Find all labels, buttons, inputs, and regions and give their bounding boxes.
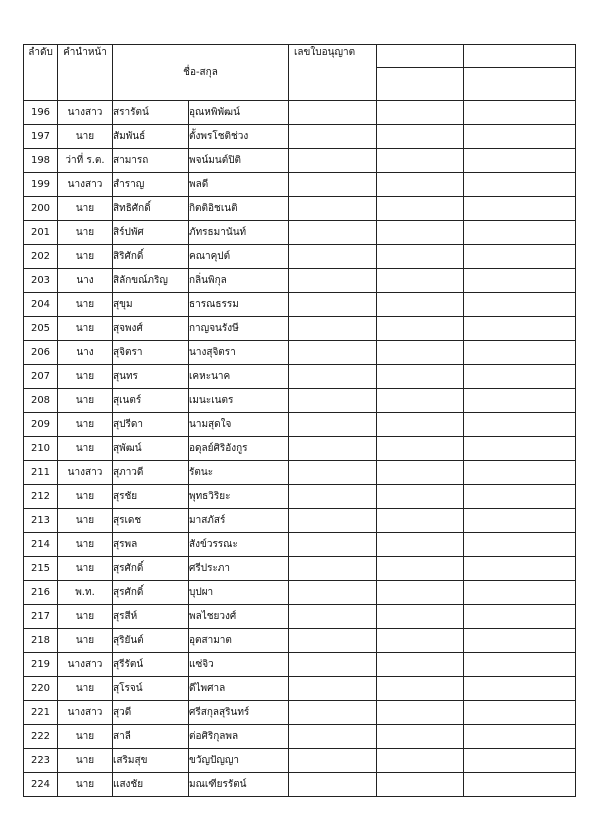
row-last-name: อุตสามาต: [189, 629, 289, 653]
row-title: นางสาว: [58, 101, 113, 125]
row-title: นาย: [58, 245, 113, 269]
row-blank-cell-1: [377, 341, 464, 365]
row-blank-cell-1: [377, 485, 464, 509]
row-first-name: สุโรจน์: [113, 677, 189, 701]
row-blank-cell-1: [377, 197, 464, 221]
row-first-name: สุเนตร์: [113, 389, 189, 413]
table-row: [24, 269, 576, 293]
row-first-name: เสริมสุข: [113, 749, 189, 773]
table-row: [24, 461, 576, 485]
row-blank-cell-2: [464, 509, 576, 533]
row-blank-cell-2: [464, 197, 576, 221]
row-blank-cell-2: [464, 413, 576, 437]
row-number: 199: [24, 173, 58, 197]
row-first-name: สุปรีดา: [113, 413, 189, 437]
table-header-row: [24, 45, 576, 101]
row-title: นาง: [58, 269, 113, 293]
header-blank-2: [464, 45, 576, 101]
row-title: นาย: [58, 677, 113, 701]
header-title: คำนำหน้า: [58, 45, 113, 101]
row-first-name: สุรชัย: [113, 485, 189, 509]
row-last-name: พุทธวิริยะ: [189, 485, 289, 509]
row-last-name: ภัทรธมานันท์: [189, 221, 289, 245]
row-number: 209: [24, 413, 58, 437]
row-blank-cell-1: [377, 413, 464, 437]
row-first-name: สุภาวดี: [113, 461, 189, 485]
header-name: ชื่อ-สกุล: [113, 45, 289, 101]
row-blank-cell-1: [377, 725, 464, 749]
row-number: 210: [24, 437, 58, 461]
table-row: [24, 485, 576, 509]
table-row: [24, 533, 576, 557]
row-blank-cell-2: [464, 653, 576, 677]
row-number: 219: [24, 653, 58, 677]
row-last-name: ต่อศิริกุลพล: [189, 725, 289, 749]
row-last-name: รัตนะ: [189, 461, 289, 485]
row-license-cell: [289, 149, 377, 173]
row-blank-cell-1: [377, 269, 464, 293]
row-license-cell: [289, 557, 377, 581]
row-last-name: แซ่จิว: [189, 653, 289, 677]
row-last-name: ศรีประภา: [189, 557, 289, 581]
row-blank-cell-1: [377, 389, 464, 413]
row-number: 216: [24, 581, 58, 605]
row-blank-cell-1: [377, 533, 464, 557]
row-first-name: สาลี: [113, 725, 189, 749]
row-license-cell: [289, 461, 377, 485]
row-first-name: สำราญ: [113, 173, 189, 197]
row-number: 197: [24, 125, 58, 149]
row-first-name: สุจพงศ์: [113, 317, 189, 341]
row-license-cell: [289, 197, 377, 221]
table-row: [24, 149, 576, 173]
row-number: 213: [24, 509, 58, 533]
row-title: นาย: [58, 509, 113, 533]
row-blank-cell-1: [377, 653, 464, 677]
header-subline-1: [377, 47, 463, 68]
row-blank-cell-1: [377, 509, 464, 533]
row-blank-cell-1: [377, 557, 464, 581]
row-blank-cell-1: [377, 317, 464, 341]
row-last-name: กิตติอิชเนติ: [189, 197, 289, 221]
row-first-name: สุรศักดิ์: [113, 557, 189, 581]
row-license-cell: [289, 437, 377, 461]
row-number: 208: [24, 389, 58, 413]
row-blank-cell-2: [464, 125, 576, 149]
table-row: [24, 629, 576, 653]
row-blank-cell-2: [464, 749, 576, 773]
row-blank-cell-2: [464, 533, 576, 557]
row-blank-cell-1: [377, 365, 464, 389]
row-title: นาย: [58, 293, 113, 317]
row-blank-cell-1: [377, 293, 464, 317]
row-last-name: ธารณธรรม: [189, 293, 289, 317]
table-row: [24, 605, 576, 629]
row-blank-cell-2: [464, 557, 576, 581]
row-first-name: สัมพันธ์: [113, 125, 189, 149]
row-last-name: พลดี: [189, 173, 289, 197]
row-first-name: สิลักขณ์ภริญ: [113, 269, 189, 293]
row-blank-cell-2: [464, 173, 576, 197]
row-number: 222: [24, 725, 58, 749]
row-title: นาย: [58, 485, 113, 509]
row-title: นาย: [58, 773, 113, 797]
row-number: 215: [24, 557, 58, 581]
table-row: [24, 677, 576, 701]
row-first-name: สุรพล: [113, 533, 189, 557]
row-title: นางสาว: [58, 461, 113, 485]
row-number: 202: [24, 245, 58, 269]
row-license-cell: [289, 317, 377, 341]
row-license-cell: [289, 221, 377, 245]
row-blank-cell-1: [377, 101, 464, 125]
table-row: [24, 749, 576, 773]
row-blank-cell-1: [377, 605, 464, 629]
roster-table: [23, 44, 576, 797]
row-license-cell: [289, 413, 377, 437]
row-license-cell: [289, 245, 377, 269]
row-license-cell: [289, 269, 377, 293]
row-last-name: ขวัญปัญญา: [189, 749, 289, 773]
table-row: [24, 701, 576, 725]
row-number: 223: [24, 749, 58, 773]
roster-body: [24, 101, 576, 797]
table-row: [24, 221, 576, 245]
row-last-name: บุปผา: [189, 581, 289, 605]
row-blank-cell-2: [464, 365, 576, 389]
table-row: [24, 773, 576, 797]
table-row: [24, 293, 576, 317]
row-first-name: สิริศักดิ์: [113, 245, 189, 269]
row-license-cell: [289, 509, 377, 533]
table-row: [24, 389, 576, 413]
row-license-cell: [289, 293, 377, 317]
table-row: [24, 437, 576, 461]
row-first-name: สุรสีห์: [113, 605, 189, 629]
row-license-cell: [289, 725, 377, 749]
row-first-name: สุวดี: [113, 701, 189, 725]
row-number: 217: [24, 605, 58, 629]
row-title: นาย: [58, 413, 113, 437]
row-last-name: นามสุดใจ: [189, 413, 289, 437]
header-subline-2: [464, 47, 575, 68]
row-license-cell: [289, 125, 377, 149]
header-blank-1: [377, 45, 464, 101]
row-blank-cell-2: [464, 149, 576, 173]
row-first-name: สามารถ: [113, 149, 189, 173]
row-blank-cell-2: [464, 581, 576, 605]
row-number: 206: [24, 341, 58, 365]
header-license: [289, 45, 377, 101]
row-title: นาย: [58, 389, 113, 413]
row-blank-cell-2: [464, 341, 576, 365]
row-number: 207: [24, 365, 58, 389]
row-blank-cell-2: [464, 725, 576, 749]
row-last-name: อดุลย์ศิริอังกูร: [189, 437, 289, 461]
row-blank-cell-1: [377, 437, 464, 461]
row-last-name: เคหะนาค: [189, 365, 289, 389]
row-title: นาง: [58, 341, 113, 365]
row-blank-cell-2: [464, 773, 576, 797]
row-last-name: คณาคุปต์: [189, 245, 289, 269]
row-license-cell: [289, 533, 377, 557]
row-first-name: สิร์ปพัศ: [113, 221, 189, 245]
row-first-name: สิทธิศักดิ์: [113, 197, 189, 221]
table-row: [24, 509, 576, 533]
row-number: 220: [24, 677, 58, 701]
row-blank-cell-2: [464, 437, 576, 461]
row-first-name: สุรีรัตน์: [113, 653, 189, 677]
row-number: 200: [24, 197, 58, 221]
row-last-name: อุณหพิพัฒน์: [189, 101, 289, 125]
row-title: นาย: [58, 317, 113, 341]
row-blank-cell-1: [377, 677, 464, 701]
row-blank-cell-2: [464, 245, 576, 269]
row-first-name: สุนทร: [113, 365, 189, 389]
table-row: [24, 413, 576, 437]
row-license-cell: [289, 341, 377, 365]
row-last-name: พลไชยวงศ์: [189, 605, 289, 629]
table-row: [24, 197, 576, 221]
row-number: 198: [24, 149, 58, 173]
row-last-name: สังข์วรรณะ: [189, 533, 289, 557]
row-title: นาย: [58, 605, 113, 629]
row-blank-cell-1: [377, 581, 464, 605]
row-first-name: สุริยันต์: [113, 629, 189, 653]
row-first-name: สุรเดช: [113, 509, 189, 533]
row-title: นางสาว: [58, 701, 113, 725]
row-blank-cell-2: [464, 629, 576, 653]
table-row: [24, 341, 576, 365]
row-first-name: สรารัตน์: [113, 101, 189, 125]
row-license-cell: [289, 389, 377, 413]
table-row: [24, 725, 576, 749]
row-license-cell: [289, 365, 377, 389]
row-title: นาย: [58, 533, 113, 557]
row-title: นาย: [58, 125, 113, 149]
row-license-cell: [289, 173, 377, 197]
row-number: 203: [24, 269, 58, 293]
row-blank-cell-1: [377, 245, 464, 269]
row-last-name: กลิ่นพิกุล: [189, 269, 289, 293]
row-last-name: ดีไพศาล: [189, 677, 289, 701]
row-blank-cell-2: [464, 677, 576, 701]
row-license-cell: [289, 773, 377, 797]
row-number: 196: [24, 101, 58, 125]
row-blank-cell-2: [464, 461, 576, 485]
row-number: 211: [24, 461, 58, 485]
table-row: [24, 125, 576, 149]
row-title: ว่าที่ ร.ต.: [58, 149, 113, 173]
row-blank-cell-2: [464, 485, 576, 509]
row-number: 214: [24, 533, 58, 557]
row-blank-cell-1: [377, 701, 464, 725]
row-blank-cell-1: [377, 461, 464, 485]
row-blank-cell-1: [377, 125, 464, 149]
row-license-cell: [289, 629, 377, 653]
row-number: 218: [24, 629, 58, 653]
row-blank-cell-2: [464, 269, 576, 293]
row-last-name: กาญจนรังษี: [189, 317, 289, 341]
header-no: ลำดับ: [24, 45, 58, 101]
row-title: นาย: [58, 437, 113, 461]
row-number: 221: [24, 701, 58, 725]
row-blank-cell-1: [377, 749, 464, 773]
row-license-cell: [289, 605, 377, 629]
row-title: นาย: [58, 365, 113, 389]
row-first-name: สุขุม: [113, 293, 189, 317]
row-last-name: ศรีสกุลสุรินทร์: [189, 701, 289, 725]
row-first-name: สุจิตรา: [113, 341, 189, 365]
row-license-cell: [289, 581, 377, 605]
row-last-name: นางสุจิตรา: [189, 341, 289, 365]
row-blank-cell-2: [464, 293, 576, 317]
table-row: [24, 365, 576, 389]
row-number: 205: [24, 317, 58, 341]
row-number: 224: [24, 773, 58, 797]
row-first-name: แสงชัย: [113, 773, 189, 797]
row-blank-cell-1: [377, 173, 464, 197]
row-blank-cell-1: [377, 773, 464, 797]
row-first-name: สุพัฒน์: [113, 437, 189, 461]
row-blank-cell-1: [377, 149, 464, 173]
row-number: 212: [24, 485, 58, 509]
row-blank-cell-2: [464, 221, 576, 245]
row-license-cell: [289, 101, 377, 125]
row-last-name: เมนะเนตร: [189, 389, 289, 413]
row-last-name: พจน์มนต์ปิติ: [189, 149, 289, 173]
table-row: [24, 581, 576, 605]
row-title: นาย: [58, 557, 113, 581]
row-title: นาย: [58, 725, 113, 749]
row-blank-cell-2: [464, 317, 576, 341]
row-blank-cell-2: [464, 101, 576, 125]
table-row: [24, 101, 576, 125]
row-blank-cell-2: [464, 701, 576, 725]
table-row: [24, 245, 576, 269]
header-license-label: เลขใบอนุญาต: [294, 47, 356, 58]
row-blank-cell-1: [377, 629, 464, 653]
row-number: 204: [24, 293, 58, 317]
row-blank-cell-1: [377, 221, 464, 245]
row-title: นาย: [58, 221, 113, 245]
table-row: [24, 653, 576, 677]
row-last-name: มณเฑียรรัตน์: [189, 773, 289, 797]
table-row: [24, 317, 576, 341]
row-license-cell: [289, 749, 377, 773]
row-license-cell: [289, 485, 377, 509]
row-blank-cell-2: [464, 389, 576, 413]
row-title: นาย: [58, 197, 113, 221]
row-title: นาย: [58, 629, 113, 653]
table-row: [24, 173, 576, 197]
row-first-name: สุรศักดิ์: [113, 581, 189, 605]
row-last-name: มาสภัสร์: [189, 509, 289, 533]
row-license-cell: [289, 653, 377, 677]
row-number: 201: [24, 221, 58, 245]
row-last-name: ตั้งพรโชติช่วง: [189, 125, 289, 149]
table-row: [24, 557, 576, 581]
row-title: นางสาว: [58, 173, 113, 197]
row-license-cell: [289, 701, 377, 725]
row-license-cell: [289, 677, 377, 701]
row-title: นาย: [58, 749, 113, 773]
row-title: นางสาว: [58, 653, 113, 677]
row-blank-cell-2: [464, 605, 576, 629]
row-title: พ.ท.: [58, 581, 113, 605]
